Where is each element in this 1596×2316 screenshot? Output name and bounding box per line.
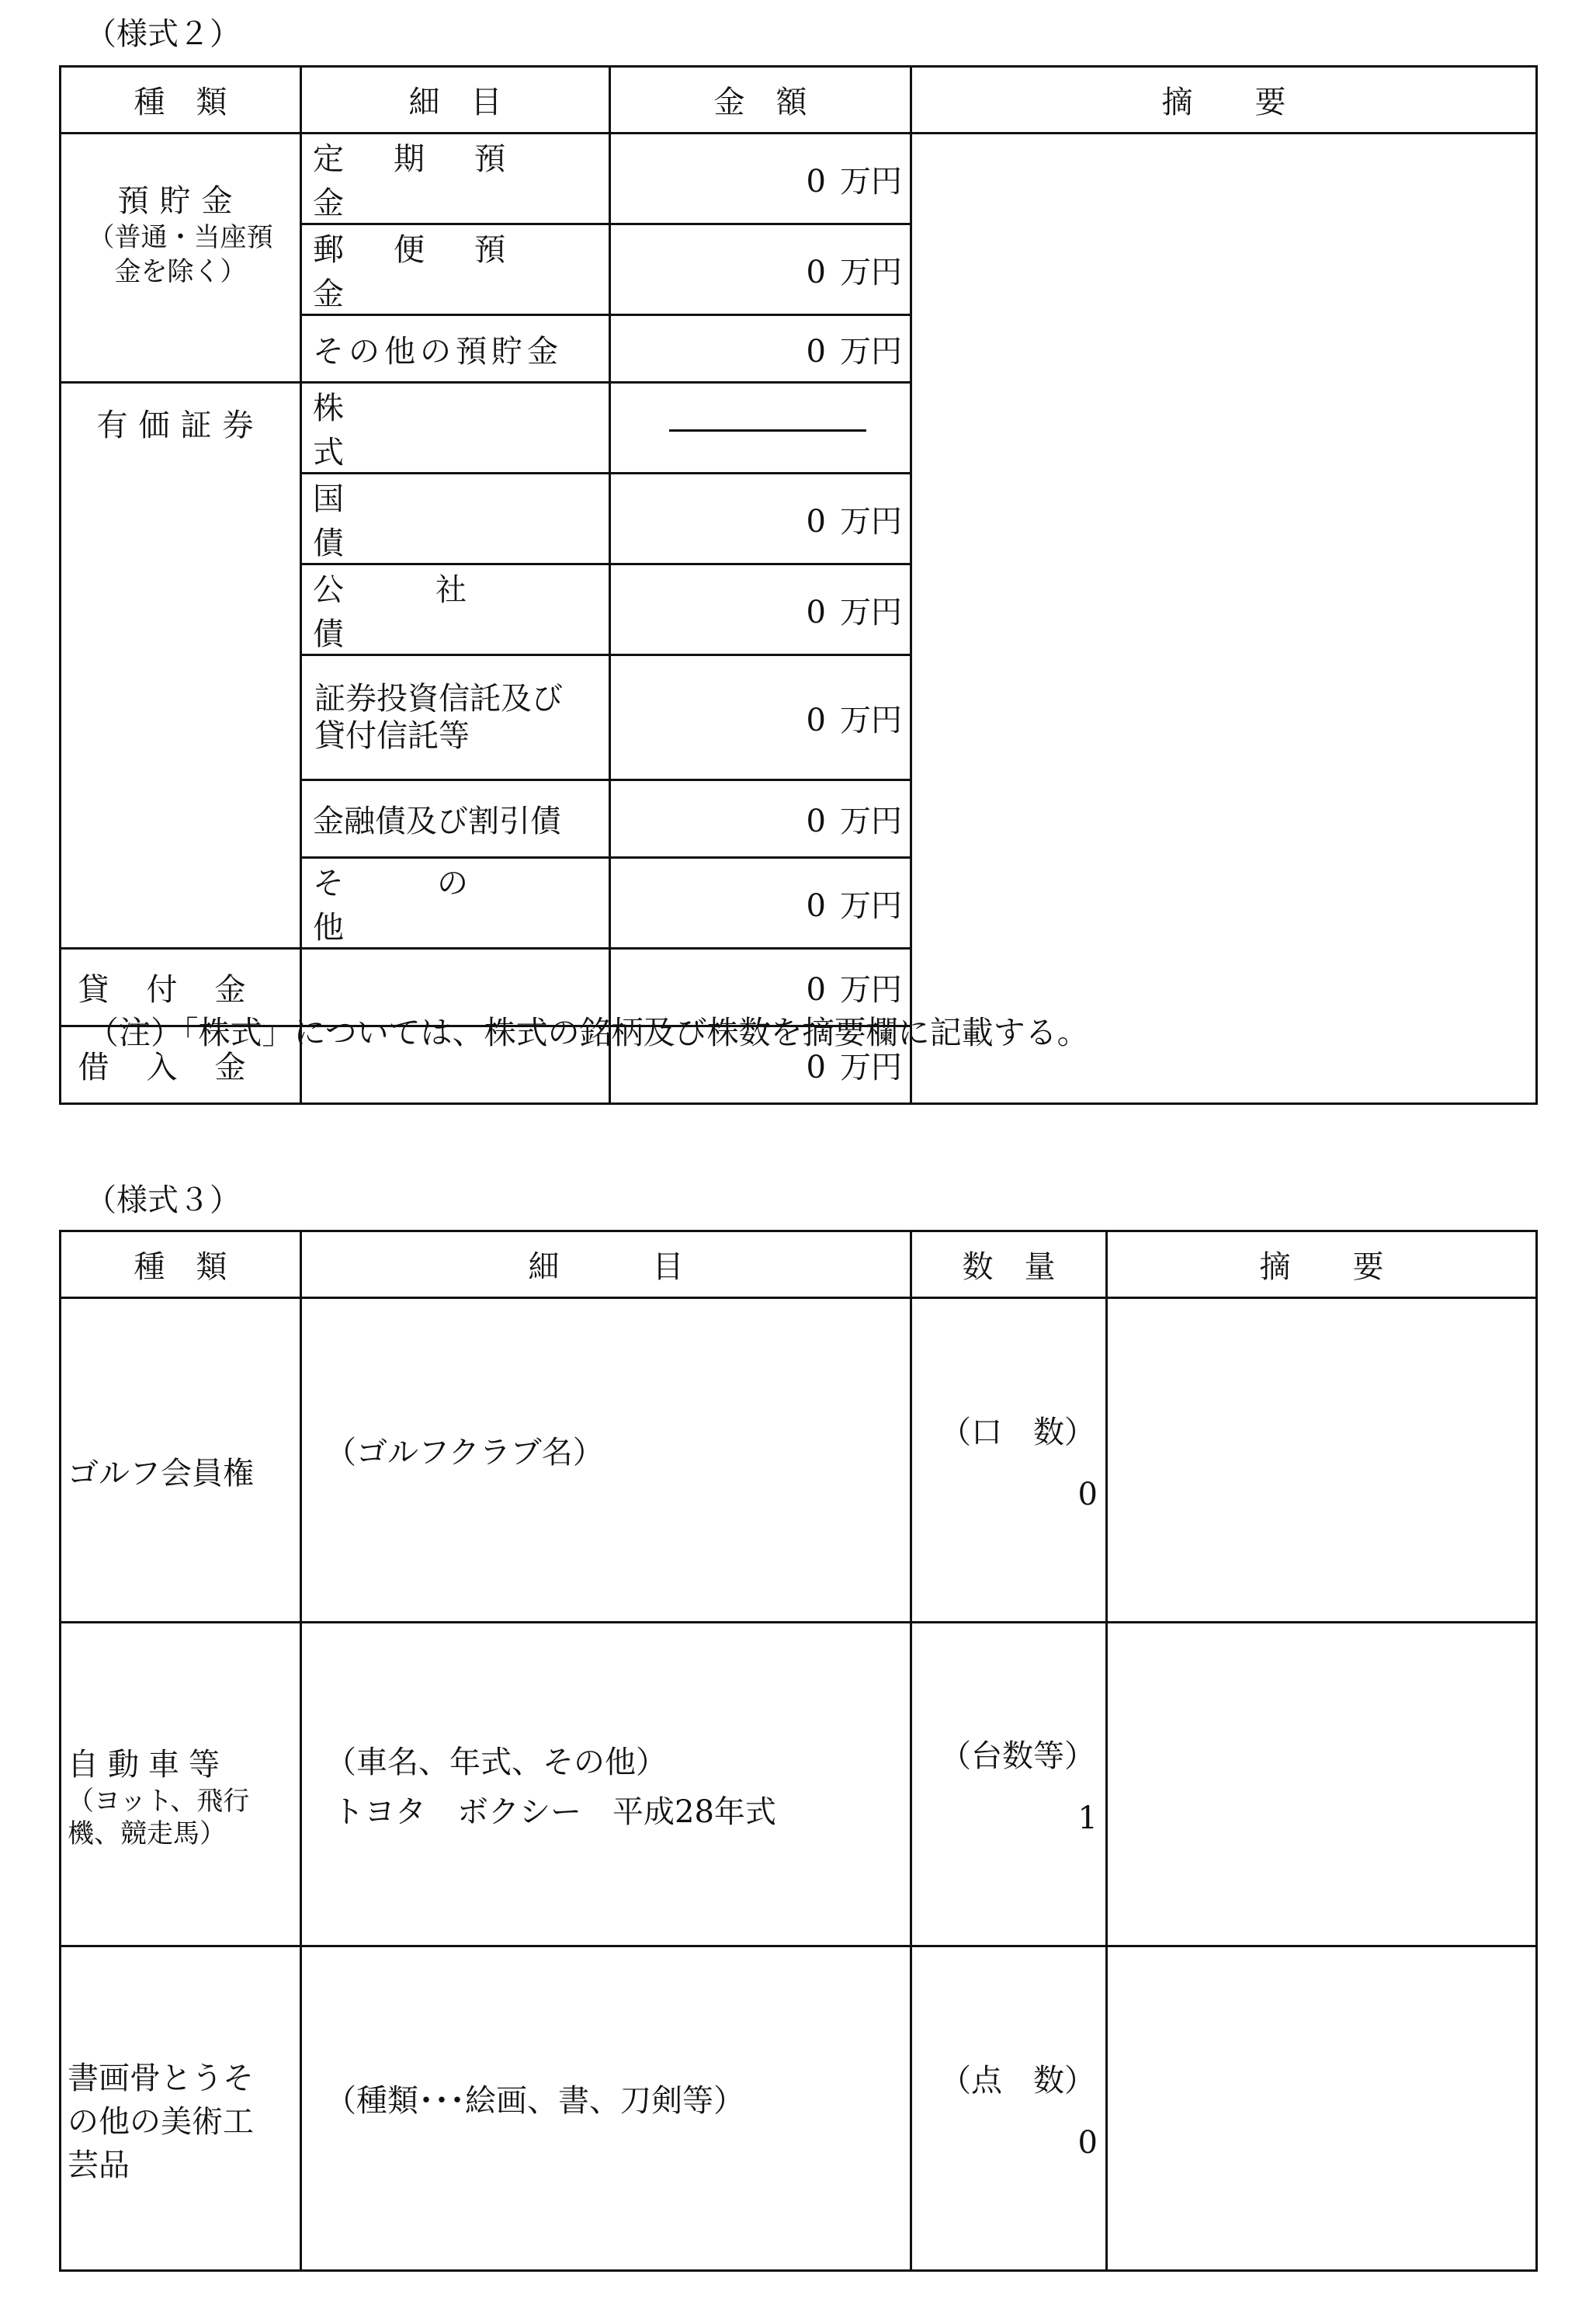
- item-label: その他の預貯金: [313, 333, 563, 370]
- detail-header: （ゴルフクラブ名）: [325, 1434, 604, 1471]
- category-borrowings: 借入金: [61, 1026, 301, 1104]
- category-loans: 貸付金: [61, 949, 301, 1026]
- stocks-blank-line: [669, 429, 866, 432]
- form2-title: （様式２）: [85, 16, 241, 52]
- amount-cell: [610, 564, 911, 655]
- detail-value: トヨタ ボクシー 平成28年式: [333, 1794, 776, 1830]
- quantity-cell[interactable]: [911, 1946, 1107, 2271]
- detail-cell[interactable]: [301, 1298, 911, 1623]
- remarks-cell[interactable]: [1107, 1946, 1537, 2271]
- item-securities-other: [301, 858, 610, 949]
- amount-value: 0: [806, 333, 826, 370]
- amount-cell: [610, 383, 911, 474]
- item-label: その他: [313, 866, 561, 946]
- amount-cell: [610, 655, 911, 780]
- category-label: ゴルフ会員権: [68, 1455, 254, 1491]
- category-art-objects: [61, 1946, 301, 2271]
- quantity-value: 1: [1077, 1800, 1098, 1836]
- detail-header: （種類･･･絵画、書、刀剣等）: [325, 2082, 744, 2119]
- item-stocks: [301, 383, 610, 474]
- amount-cell: [610, 474, 911, 564]
- amount-cell: [610, 134, 911, 224]
- category-securities: [61, 383, 301, 949]
- header-type: 種 類: [61, 67, 301, 134]
- header-remarks: 摘 要: [911, 67, 1537, 134]
- remarks-cell[interactable]: [911, 134, 1537, 1104]
- header-detail: 細 目: [301, 1231, 911, 1298]
- amount-value: 0: [806, 254, 826, 290]
- quantity-cell[interactable]: [911, 1623, 1107, 1946]
- item-time-deposit: [301, 134, 610, 224]
- quantity-header: （口 数）: [940, 1414, 1095, 1450]
- amount-unit: 万円: [840, 594, 902, 630]
- header-remarks: 摘 要: [1107, 1231, 1537, 1298]
- amount-value: 0: [806, 163, 826, 200]
- item-investment-trusts: [301, 655, 610, 780]
- header-detail: 細 目: [301, 67, 610, 134]
- category-vehicles: [61, 1623, 301, 1946]
- amount-unit: 万円: [840, 1050, 902, 1085]
- category-label: 書画骨とうその他の美術工芸品: [68, 2060, 254, 2183]
- amount-unit: 万円: [840, 503, 902, 540]
- amount-cell: [610, 780, 911, 858]
- remarks-cell[interactable]: [1107, 1298, 1537, 1623]
- header-quantity: 数 量: [911, 1231, 1107, 1298]
- item-postal-deposit: [301, 224, 610, 315]
- item-corporate-bonds: [301, 564, 610, 655]
- amount-cell: [610, 224, 911, 315]
- amount-value: 0: [806, 972, 826, 1008]
- amount-cell: [610, 315, 911, 383]
- item-label: 定期預金: [313, 141, 555, 221]
- item-label: 公社債: [313, 572, 558, 652]
- amount-value: 0: [806, 702, 826, 738]
- amount-value: 0: [806, 1050, 826, 1085]
- amount-unit: 万円: [840, 254, 902, 290]
- form3-table: [59, 1230, 1538, 2272]
- category-golf-membership: [61, 1298, 301, 1623]
- category-note: （ヨット、飛行機、競走馬）: [68, 1786, 250, 1849]
- category-deposits-label: 預貯金: [117, 183, 244, 219]
- form3-title: （様式３）: [85, 1182, 241, 1218]
- quantity-value: 0: [1077, 1476, 1098, 1512]
- item-other-deposit: [301, 315, 610, 383]
- category-deposits: [61, 134, 301, 383]
- header-type: 種 類: [61, 1231, 301, 1298]
- amount-value: 0: [806, 804, 826, 839]
- detail-header: （車名、年式、その他）: [325, 1745, 667, 1780]
- item-government-bonds: [301, 474, 610, 564]
- category-securities-label: 有価証券: [96, 408, 265, 443]
- category-deposits-note: （普通・当座預金を除く）: [88, 222, 273, 287]
- quantity-header: （台数等）: [940, 1738, 1095, 1774]
- category-label: 自動車等: [68, 1747, 229, 1783]
- remarks-cell[interactable]: [1107, 1623, 1537, 1946]
- quantity-cell[interactable]: [911, 1298, 1107, 1623]
- amount-unit: 万円: [840, 333, 902, 370]
- quantity-value: 0: [1077, 2124, 1098, 2161]
- quantity-header: （点 数）: [940, 2062, 1095, 2099]
- form2-table: [59, 65, 1538, 1105]
- amount-value: 0: [806, 594, 826, 630]
- item-label: 金融債及び割引債: [313, 804, 561, 839]
- form2-note: （注）「株式」については、株式の銘柄及び株数を摘要欄に記載する。: [87, 1014, 1089, 1051]
- amount-value: 0: [806, 887, 826, 924]
- amount-unit: 万円: [840, 972, 902, 1008]
- detail-cell[interactable]: [301, 1946, 911, 2271]
- amount-unit: 万円: [840, 804, 902, 839]
- amount-unit: 万円: [840, 887, 902, 924]
- item-label: 証券投資信託及び貸付信託等: [314, 681, 563, 754]
- detail-cell[interactable]: [301, 1623, 911, 1946]
- item-label: 株式: [313, 391, 553, 470]
- amount-unit: 万円: [840, 163, 902, 200]
- amount-cell: [610, 858, 911, 949]
- item-label: 国債: [313, 481, 553, 561]
- item-financial-bonds: [301, 780, 610, 858]
- amount-value: 0: [806, 503, 826, 540]
- amount-unit: 万円: [840, 702, 902, 738]
- item-label: 郵便預金: [313, 232, 555, 312]
- header-amount: 金 額: [610, 67, 911, 134]
